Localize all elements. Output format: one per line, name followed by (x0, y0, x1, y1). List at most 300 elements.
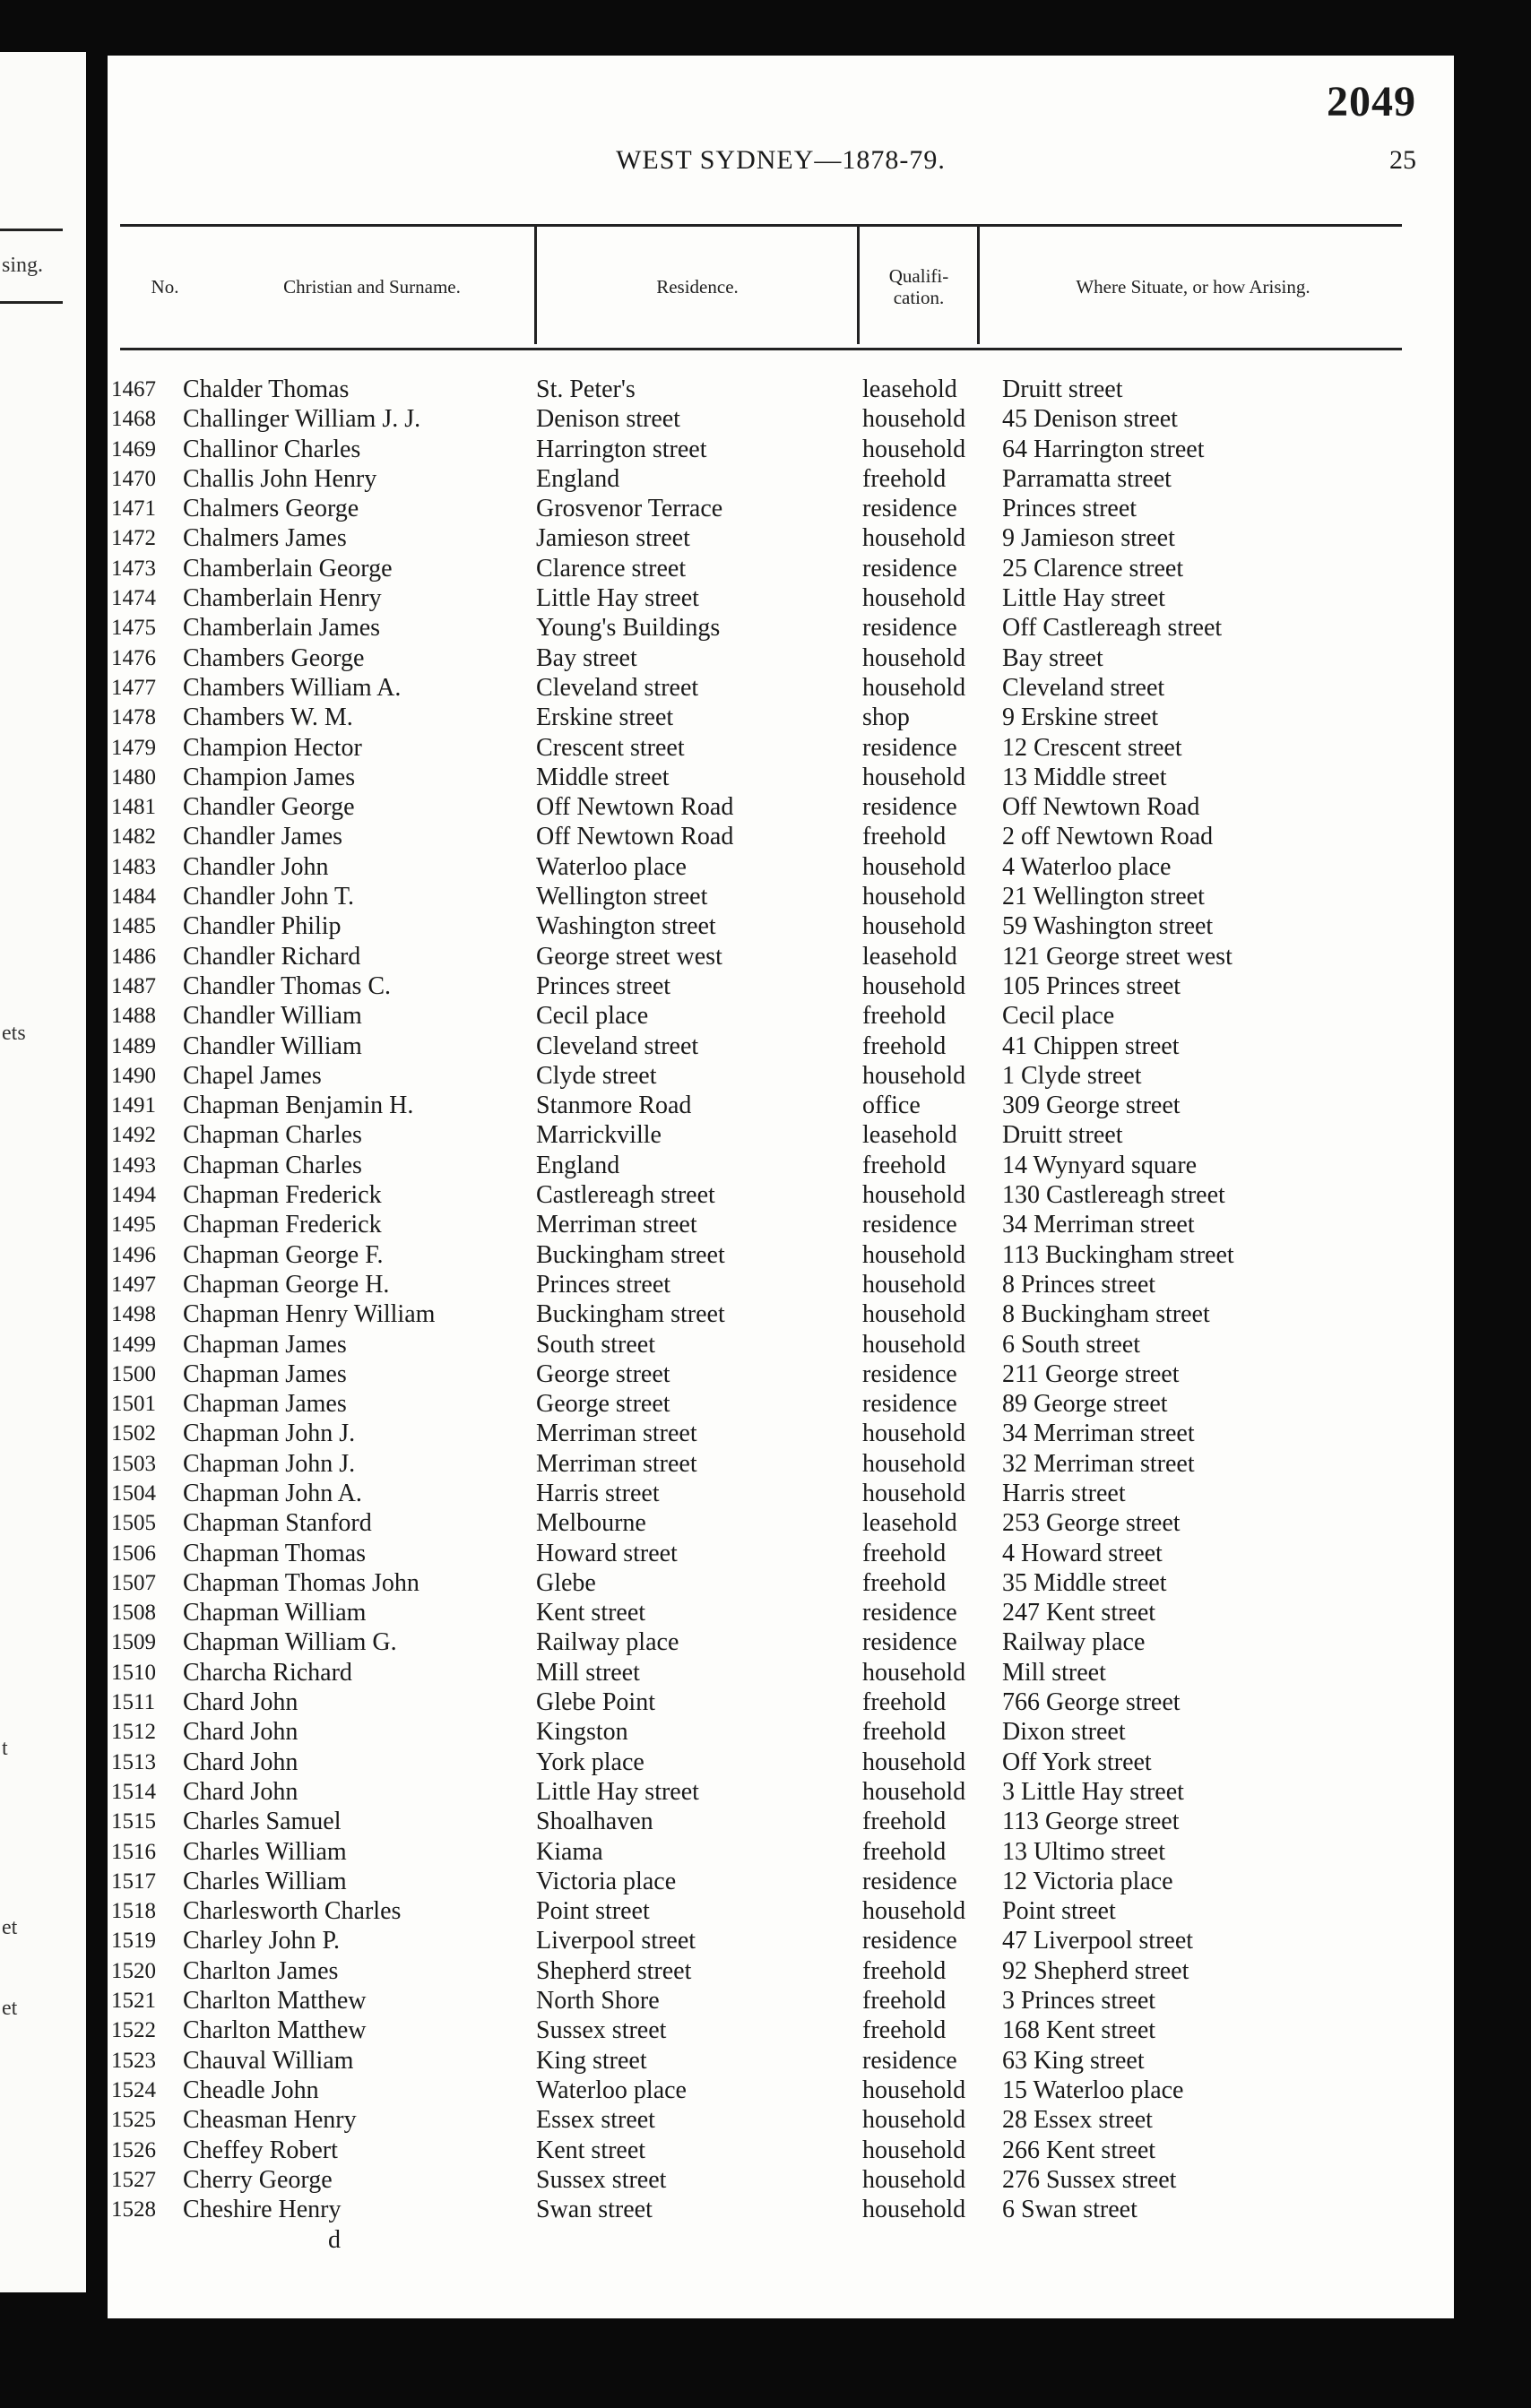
christian-and-surname: Challinger William J. J. (183, 405, 421, 434)
where-situate: 21 Wellington street (1002, 883, 1205, 911)
prev-page-rule-top (0, 229, 63, 231)
christian-and-surname: Charlton James (183, 1956, 339, 1985)
christian-and-surname: Chapman William G. (183, 1628, 397, 1657)
header-divider (977, 226, 980, 344)
where-situate: 12 Crescent street (1002, 733, 1182, 762)
table-row (108, 1091, 1454, 1120)
qualification: household (862, 643, 966, 672)
residence: Young's Buildings (536, 614, 721, 643)
residence: Marrickville (536, 1121, 662, 1150)
residence: Glebe Point (536, 1688, 655, 1717)
where-situate: 113 Buckingham street (1002, 1240, 1234, 1269)
entry-number: 1483 (111, 854, 156, 879)
christian-and-surname: Charcha Richard (183, 1658, 352, 1687)
qualification: household (862, 1449, 966, 1478)
residence: Jamieson street (536, 524, 690, 553)
christian-and-surname: Charles William (183, 1837, 347, 1866)
residence: Essex street (536, 2106, 655, 2135)
where-situate: Dixon street (1002, 1718, 1126, 1747)
christian-and-surname: Chapman Thomas (183, 1539, 367, 1567)
prev-page-fragment: et (2, 1997, 18, 2020)
entry-number: 1473 (111, 556, 156, 581)
table-row (108, 435, 1454, 464)
entry-number: 1490 (111, 1063, 156, 1088)
table-row (108, 2046, 1454, 2076)
entry-number: 1504 (111, 1480, 156, 1506)
qualification: household (862, 763, 966, 791)
residence: George street (536, 1390, 670, 1419)
table-row (108, 464, 1454, 494)
table-row (108, 1330, 1454, 1359)
qualification: shop (862, 703, 910, 732)
residence: Grosvenor Terrace (536, 495, 723, 523)
christian-and-surname: Chapman James (183, 1390, 347, 1419)
table-row (108, 822, 1454, 851)
page-number: 25 (1389, 145, 1416, 175)
residence: Waterloo place (536, 2076, 687, 2104)
where-situate: Druitt street (1002, 375, 1123, 403)
prev-page-rule-bottom (0, 301, 63, 304)
residence: Waterloo place (536, 852, 687, 881)
where-situate: 9 Erskine street (1002, 703, 1159, 732)
christian-and-surname: Chapman Frederick (183, 1181, 382, 1210)
residence: St. Peter's (536, 375, 636, 403)
entry-number: 1485 (111, 914, 156, 939)
qualification: household (862, 2165, 966, 2194)
entry-number: 1484 (111, 885, 156, 910)
document-page (108, 56, 1454, 2318)
qualification: freehold (862, 1151, 947, 1179)
residence: Point street (536, 1897, 650, 1926)
entry-number: 1476 (111, 645, 156, 670)
qualification: residence (862, 1599, 957, 1627)
where-situate: Little Hay street (1002, 584, 1165, 613)
where-situate: Off Newtown Road (1002, 793, 1200, 822)
table-row (108, 1717, 1454, 1747)
christian-and-surname: Chandler John (183, 852, 329, 881)
qualification: freehold (862, 1808, 947, 1836)
christian-and-surname: Cherry George (183, 2165, 333, 2194)
where-situate: 13 Middle street (1002, 763, 1167, 791)
qualification: office (862, 1092, 921, 1120)
table-row (108, 523, 1454, 553)
christian-and-surname: Chapman James (183, 1330, 347, 1359)
where-situate: 4 Waterloo place (1002, 852, 1172, 881)
entry-number: 1496 (111, 1242, 156, 1267)
christian-and-surname: Chapel James (183, 1061, 322, 1090)
table-top-rule (120, 224, 1402, 227)
residence: Buckingham street (536, 1240, 725, 1269)
qualification: household (862, 1240, 966, 1269)
table-row (108, 1120, 1454, 1150)
entry-number: 1519 (111, 1929, 156, 1954)
table-header-bottom-rule (120, 348, 1402, 350)
residence: Crescent street (536, 733, 685, 762)
entry-number: 1500 (111, 1361, 156, 1386)
table-row (108, 1777, 1454, 1807)
where-situate: 105 Princes street (1002, 971, 1181, 1000)
entry-number: 1511 (111, 1690, 156, 1715)
table-row (108, 2015, 1454, 2045)
table-row (108, 613, 1454, 643)
table-row (108, 1956, 1454, 1986)
christian-and-surname: Chandler William (183, 1002, 362, 1031)
table-row (108, 1270, 1454, 1299)
table-row (108, 763, 1454, 792)
qualification: household (862, 912, 966, 941)
qualification: freehold (862, 2016, 947, 2045)
entry-number: 1469 (111, 436, 156, 462)
where-situate: Point street (1002, 1897, 1116, 1926)
qualification: residence (862, 1927, 957, 1955)
entry-number: 1515 (111, 1809, 156, 1834)
christian-and-surname: Chandler William (183, 1031, 362, 1060)
christian-and-surname: Charlesworth Charles (183, 1897, 402, 1926)
residence: Merriman street (536, 1211, 697, 1239)
residence: Kiama (536, 1837, 603, 1866)
prev-page-fragment: sing. (2, 254, 44, 277)
qualification: household (862, 1777, 966, 1806)
qualification: household (862, 971, 966, 1000)
entry-number: 1498 (111, 1302, 156, 1327)
table-row (108, 1598, 1454, 1627)
qualification: household (862, 852, 966, 881)
qualification: household (862, 1061, 966, 1090)
christian-and-surname: Charlton Matthew (183, 1987, 367, 2015)
christian-and-surname: Chalmers George (183, 495, 359, 523)
christian-and-surname: Chard John (183, 1718, 298, 1747)
signature-mark: d (328, 2226, 341, 2254)
qualification: household (862, 1420, 966, 1448)
entry-number: 1502 (111, 1421, 156, 1446)
table-row (108, 2105, 1454, 2135)
entry-number: 1526 (111, 2137, 156, 2162)
entry-number: 1523 (111, 2048, 156, 2073)
residence: Washington street (536, 912, 716, 941)
entry-number: 1475 (111, 616, 156, 641)
table-row (108, 1986, 1454, 2015)
where-situate: Princes street (1002, 495, 1137, 523)
residence: Middle street (536, 763, 670, 791)
christian-and-surname: Champion James (183, 763, 356, 791)
where-situate: 64 Harrington street (1002, 435, 1205, 463)
entry-number: 1524 (111, 2077, 156, 2102)
residence: England (536, 1151, 620, 1179)
table-row (108, 404, 1454, 434)
residence: Merriman street (536, 1420, 697, 1448)
christian-and-surname: Chambers W. M. (183, 703, 353, 732)
where-situate: Harris street (1002, 1479, 1126, 1507)
table-row (108, 2136, 1454, 2165)
residence: Howard street (536, 1539, 678, 1567)
christian-and-surname: Champion Hector (183, 733, 362, 762)
qualification: household (862, 1479, 966, 1507)
where-situate: 113 George street (1002, 1808, 1180, 1836)
where-situate: 766 George street (1002, 1688, 1181, 1717)
table-row (108, 1627, 1454, 1657)
christian-and-surname: Chapman Henry William (183, 1300, 436, 1329)
entry-number: 1472 (111, 526, 156, 551)
entry-number: 1508 (111, 1601, 156, 1626)
residence: Melbourne (536, 1509, 646, 1538)
qualification: household (862, 1897, 966, 1926)
qualification: household (862, 2076, 966, 2104)
residence: Kingston (536, 1718, 628, 1747)
where-situate: 92 Shepherd street (1002, 1956, 1189, 1985)
entry-number: 1522 (111, 2018, 156, 2043)
christian-and-surname: Chamberlain James (183, 614, 381, 643)
residence: Erskine street (536, 703, 674, 732)
residence: Kent street (536, 2136, 646, 2164)
entry-number: 1527 (111, 2167, 156, 2192)
residence: George street (536, 1359, 670, 1388)
header-where: Where Situate, or how Arising. (1076, 276, 1310, 298)
residence: Sussex street (536, 2165, 667, 2194)
christian-and-surname: Chapman John J. (183, 1420, 356, 1448)
christian-and-surname: Chapman Benjamin H. (183, 1092, 414, 1120)
christian-and-surname: Chapman George F. (183, 1240, 384, 1269)
table-row (108, 554, 1454, 583)
table-row (108, 1748, 1454, 1777)
entry-number: 1478 (111, 705, 156, 730)
where-situate: Railway place (1002, 1628, 1146, 1657)
residence: Denison street (536, 405, 680, 434)
table-row (108, 792, 1454, 822)
where-situate: 6 South street (1002, 1330, 1140, 1359)
header-qualification: Qualifi- cation. (888, 265, 949, 308)
where-situate: 47 Liverpool street (1002, 1927, 1194, 1955)
qualification: freehold (862, 1539, 947, 1567)
table-row (108, 1479, 1454, 1508)
qualification: household (862, 1330, 966, 1359)
where-situate: 168 Kent street (1002, 2016, 1156, 2045)
qualification: residence (862, 554, 957, 583)
table-row (108, 583, 1454, 613)
christian-and-surname: Chamberlain George (183, 554, 393, 583)
where-situate: Cecil place (1002, 1002, 1115, 1031)
entry-number: 1471 (111, 496, 156, 522)
header-name: Christian and Surname. (283, 276, 461, 298)
christian-and-surname: Challis John Henry (183, 464, 377, 493)
entry-number: 1501 (111, 1392, 156, 1417)
residence: Cleveland street (536, 673, 699, 702)
qualification: freehold (862, 1718, 947, 1747)
residence: York place (536, 1748, 644, 1776)
where-situate: 32 Merriman street (1002, 1449, 1195, 1478)
table-row (108, 375, 1454, 404)
where-situate: 1 Clyde street (1002, 1061, 1142, 1090)
where-situate: 276 Sussex street (1002, 2165, 1177, 2194)
table-row (108, 1240, 1454, 1270)
qualification: household (862, 1658, 966, 1687)
residence: Merriman street (536, 1449, 697, 1478)
table-row (108, 1151, 1454, 1180)
residence: Little Hay street (536, 1777, 699, 1806)
christian-and-surname: Chard John (183, 1688, 298, 1717)
where-situate: Off Castlereagh street (1002, 614, 1223, 643)
table-row (108, 1449, 1454, 1479)
table-row (108, 1837, 1454, 1867)
residence: Sussex street (536, 2016, 667, 2045)
christian-and-surname: Chapman George H. (183, 1270, 390, 1299)
prev-page-fragment: t (2, 1737, 8, 1760)
where-situate: 41 Chippen street (1002, 1031, 1180, 1060)
where-situate: 2 off Newtown Road (1002, 823, 1214, 851)
christian-and-surname: Chambers George (183, 643, 365, 672)
table-row (108, 1359, 1454, 1389)
entry-number: 1525 (111, 2108, 156, 2133)
qualification: household (862, 1181, 966, 1210)
entry-number: 1495 (111, 1213, 156, 1238)
where-situate: 8 Buckingham street (1002, 1300, 1210, 1329)
qualification: freehold (862, 1002, 947, 1031)
residence: Bay street (536, 643, 637, 672)
christian-and-surname: Chalder Thomas (183, 375, 350, 403)
entry-number: 1489 (111, 1033, 156, 1058)
qualification: household (862, 405, 966, 434)
qualification: household (862, 524, 966, 553)
qualification: household (862, 1748, 966, 1776)
residence: Cleveland street (536, 1031, 699, 1060)
entry-number: 1520 (111, 1958, 156, 1983)
entry-number: 1499 (111, 1332, 156, 1357)
table-row (108, 852, 1454, 882)
table-row (108, 1180, 1454, 1210)
residence: Cecil place (536, 1002, 649, 1031)
entry-number: 1518 (111, 1899, 156, 1924)
qualification: household (862, 883, 966, 911)
table-row (108, 1389, 1454, 1419)
where-situate: 63 King street (1002, 2046, 1145, 2075)
residence: England (536, 464, 620, 493)
entry-number: 1487 (111, 973, 156, 998)
table-row (108, 703, 1454, 732)
christian-and-surname: Charlton Matthew (183, 2016, 367, 2045)
residence: Victoria place (536, 1867, 677, 1895)
table-row (108, 1687, 1454, 1717)
christian-and-surname: Charley John P. (183, 1927, 340, 1955)
residence: Harrington street (536, 435, 707, 463)
entry-number: 1517 (111, 1869, 156, 1894)
where-situate: Bay street (1002, 643, 1103, 672)
residence: Glebe (536, 1568, 596, 1597)
where-situate: Parramatta street (1002, 464, 1172, 493)
residence: Off Newtown Road (536, 823, 734, 851)
qualification: household (862, 2106, 966, 2135)
table-row (108, 1807, 1454, 1836)
entry-number: 1521 (111, 1989, 156, 2014)
qualification: residence (862, 1628, 957, 1657)
where-situate: 309 George street (1002, 1092, 1181, 1120)
table-row (108, 1031, 1454, 1061)
residence: Swan street (536, 2196, 653, 2224)
entry-number: 1492 (111, 1123, 156, 1148)
residence: Harris street (536, 1479, 660, 1507)
qualification: freehold (862, 1688, 947, 1717)
table-row (108, 1210, 1454, 1239)
entry-number: 1467 (111, 377, 156, 401)
qualification: household (862, 584, 966, 613)
qualification: household (862, 1270, 966, 1299)
where-situate: 4 Howard street (1002, 1539, 1163, 1567)
entry-number: 1528 (111, 2197, 156, 2222)
entry-number: 1491 (111, 1093, 156, 1118)
table-row (108, 1061, 1454, 1091)
qualification: household (862, 1300, 966, 1329)
christian-and-surname: Cheffey Robert (183, 2136, 338, 2164)
table-row (108, 1896, 1454, 1926)
where-situate: 12 Victoria place (1002, 1867, 1173, 1895)
entry-number: 1516 (111, 1839, 156, 1864)
residence: George street west (536, 942, 722, 971)
table-row (108, 1419, 1454, 1448)
where-situate: 266 Kent street (1002, 2136, 1156, 2164)
qualification: household (862, 2136, 966, 2164)
christian-and-surname: Charles Samuel (183, 1808, 342, 1836)
qualification: leasehold (862, 1121, 957, 1150)
qualification: residence (862, 1867, 957, 1895)
qualification: residence (862, 614, 957, 643)
christian-and-surname: Chapman William (183, 1599, 367, 1627)
prev-page-fragment: ets (2, 1022, 26, 1045)
qualification: freehold (862, 1837, 947, 1866)
table-row (108, 971, 1454, 1001)
where-situate: 13 Ultimo street (1002, 1837, 1165, 1866)
where-situate: Off York street (1002, 1748, 1152, 1776)
residence: Little Hay street (536, 584, 699, 613)
table-row (108, 1658, 1454, 1687)
christian-and-surname: Chandler James (183, 823, 343, 851)
entry-number: 1497 (111, 1272, 156, 1297)
christian-and-surname: Chapman Charles (183, 1151, 362, 1179)
table-row (108, 673, 1454, 703)
where-situate: 89 George street (1002, 1390, 1168, 1419)
qualification: residence (862, 2046, 957, 2075)
christian-and-surname: Chambers William A. (183, 673, 402, 702)
residence: King street (536, 2046, 647, 2075)
table-row (108, 1926, 1454, 1955)
table-row (108, 882, 1454, 911)
christian-and-surname: Chapman Thomas John (183, 1568, 420, 1597)
christian-and-surname: Chapman Stanford (183, 1509, 372, 1538)
entry-number: 1488 (111, 1004, 156, 1029)
entry-number: 1481 (111, 795, 156, 820)
where-situate: 8 Princes street (1002, 1270, 1156, 1299)
residence: Stanmore Road (536, 1092, 692, 1120)
where-situate: 14 Wynyard square (1002, 1151, 1198, 1179)
entry-number: 1477 (111, 675, 156, 700)
qualification: residence (862, 1211, 957, 1239)
christian-and-surname: Charles William (183, 1867, 347, 1895)
entry-number: 1514 (111, 1779, 156, 1804)
qualification: freehold (862, 823, 947, 851)
table-row (108, 643, 1454, 673)
qualification: leasehold (862, 942, 957, 971)
residence: Princes street (536, 1270, 671, 1299)
qualification: residence (862, 1359, 957, 1388)
entry-number: 1513 (111, 1749, 156, 1774)
christian-and-surname: Chauval William (183, 2046, 354, 2075)
where-situate: 59 Washington street (1002, 912, 1214, 941)
entry-number: 1512 (111, 1720, 156, 1745)
table-row (108, 942, 1454, 971)
qualification: freehold (862, 1031, 947, 1060)
table-row (108, 733, 1454, 763)
where-situate: 247 Kent street (1002, 1599, 1156, 1627)
where-situate: 3 Princes street (1002, 1987, 1156, 2015)
residence: South street (536, 1330, 655, 1359)
residence: Clarence street (536, 554, 687, 583)
